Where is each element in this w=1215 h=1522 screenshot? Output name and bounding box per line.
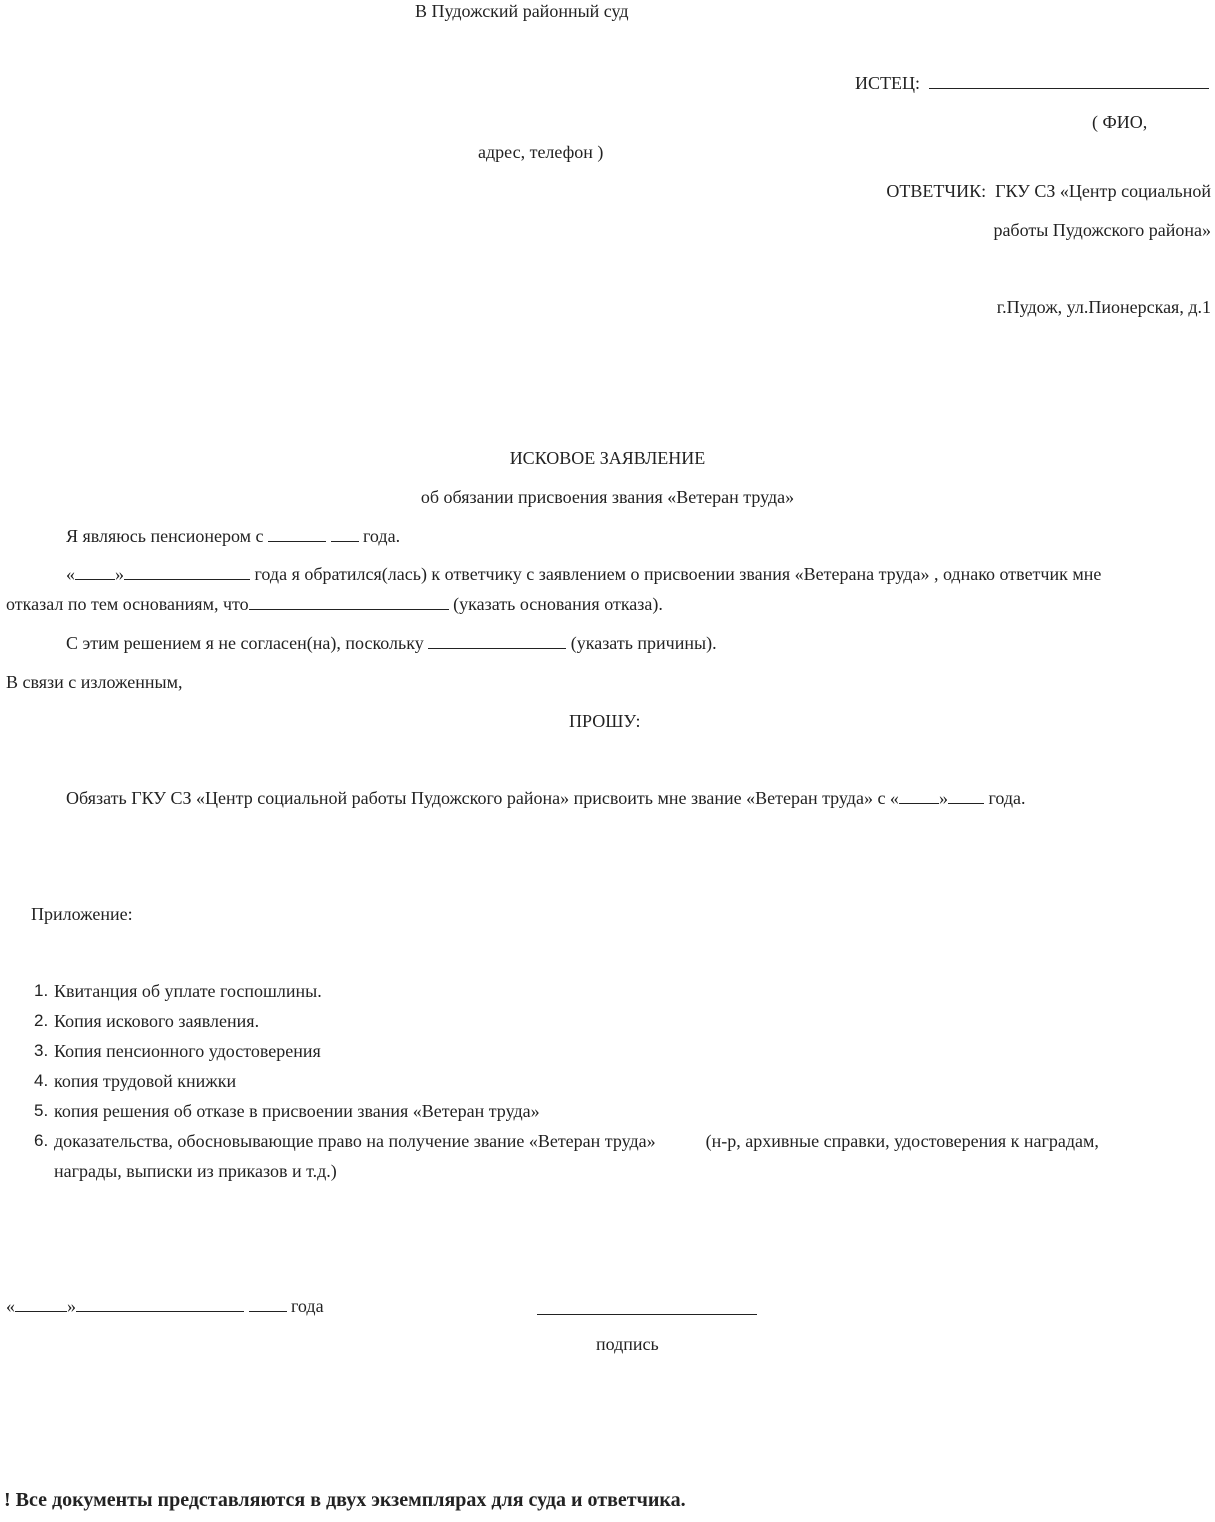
attachment-item — [34, 1006, 1099, 1036]
attachment-number: 2. — [34, 1011, 49, 1030]
paragraph-pension — [66, 525, 400, 547]
attachment-text: Копия пенсионного удостоверения — [54, 1041, 321, 1061]
request-year-label: года. — [988, 788, 1026, 808]
date-quote-open: « — [6, 1296, 15, 1316]
attachment-extra: (н-р, архивные справки, удостоверения к наградам, — [705, 1131, 1099, 1151]
pension-text: Я являюсь пенсионером с — [66, 526, 264, 546]
disagree-hint: (указать причины). — [570, 633, 717, 653]
attachment-text: доказательства, обосновывающие право на получение звание «Ветеран труда» — [54, 1131, 656, 1151]
attachment-number: 3. — [34, 1041, 49, 1060]
paragraph-disagree — [66, 632, 717, 654]
defendant-label: ОТВЕТЧИК: — [886, 181, 987, 201]
document-subtitle: об обязании присвоения звания «Ветеран труда» — [420, 487, 795, 507]
attachment-item-continuation — [34, 1156, 1099, 1186]
attachment-text-cont: награды, выписки из приказов и т.д.) — [54, 1161, 337, 1181]
attachment-item — [34, 976, 1099, 1006]
attachment-item — [34, 1066, 1099, 1096]
request-day-blank — [899, 787, 939, 804]
notice-text: ! Все документы представляются в двух экземплярах для суда и ответчика. — [4, 1489, 686, 1511]
attachment-number: 5. — [34, 1101, 49, 1120]
attachment-text: копия трудовой книжки — [54, 1071, 237, 1091]
defendant-name-2: работы Пудожского района» — [993, 220, 1211, 240]
defendant-address: г.Пудож, ул.Пионерская, д.1 — [996, 297, 1211, 317]
date-year-label: года — [291, 1296, 324, 1316]
request-text-line — [66, 787, 1026, 809]
plaintiff-label: ИСТЕЦ: — [855, 73, 920, 93]
paragraph-application — [66, 563, 1101, 585]
plaintiff-hint-2: адрес, телефон ) — [478, 142, 604, 162]
signature-blank — [537, 1314, 757, 1315]
pension-year-blank — [331, 525, 359, 542]
court-name: В Пудожский районный суд — [415, 1, 629, 21]
date-line — [6, 1295, 324, 1317]
attachment-number: 6. — [34, 1131, 49, 1150]
plaintiff-hint-1: ( ФИО, — [1092, 112, 1148, 132]
attachment-item — [34, 1036, 1099, 1066]
quote-close: » — [115, 564, 124, 584]
attachment-item — [34, 1096, 1099, 1126]
attachment-text: Квитанция об уплате госпошлины. — [54, 981, 322, 1001]
refusal-reason-blank — [249, 593, 449, 610]
request-quote-close: » — [938, 788, 948, 808]
application-month-blank — [124, 563, 250, 580]
quote-open: « — [66, 564, 75, 584]
date-month-blank — [76, 1295, 244, 1312]
paragraph-application-cont — [6, 593, 663, 615]
application-text: года я обратился(лась) к ответчику с заявлением о присвоении звания «Ветерана труда» , однако ответчик мне — [254, 564, 1102, 584]
attachment-text: Копия искового заявления. — [54, 1011, 260, 1031]
request-year-blank — [948, 787, 984, 804]
date-quote-close: » — [67, 1296, 76, 1316]
attachment-text: копия решения об отказе в присвоении звания «Ветеран труда» — [54, 1101, 540, 1121]
disagree-text: С этим решением я не согласен(на), поскольку — [66, 633, 424, 653]
signature-label: подпись — [596, 1334, 659, 1354]
date-year-blank — [249, 1295, 287, 1312]
refusal-text: отказал по тем основаниям, что — [6, 594, 249, 614]
attachment-number: 4. — [34, 1071, 49, 1090]
pension-year-label: года. — [363, 526, 401, 546]
plaintiff-line — [855, 72, 1209, 94]
refusal-hint: (указать основания отказа). — [453, 594, 663, 614]
attachment-number: 1. — [34, 981, 49, 1000]
attachments-heading: Приложение: — [31, 904, 133, 924]
pension-date-blank — [268, 525, 326, 542]
defendant-name-1: ГКУ СЗ «Центр социальной — [995, 181, 1211, 201]
defendant-line — [886, 180, 1211, 202]
request-heading: ПРОШУ: — [569, 711, 641, 731]
request-text: Обязать ГКУ СЗ «Центр социальной работы Пудожского района» присвоить мне звание «Ветеран труда» с « — [66, 788, 899, 808]
date-day-blank — [15, 1295, 67, 1312]
application-day-blank — [75, 563, 115, 580]
plaintiff-blank — [929, 72, 1209, 89]
disagree-reason-blank — [428, 632, 566, 649]
document-title: ИСКОВОЕ ЗАЯВЛЕНИЕ — [509, 448, 706, 468]
attachments-list — [34, 976, 1099, 1186]
attachment-item — [34, 1126, 1099, 1156]
paragraph-in-connection: В связи с изложенным, — [6, 672, 183, 692]
